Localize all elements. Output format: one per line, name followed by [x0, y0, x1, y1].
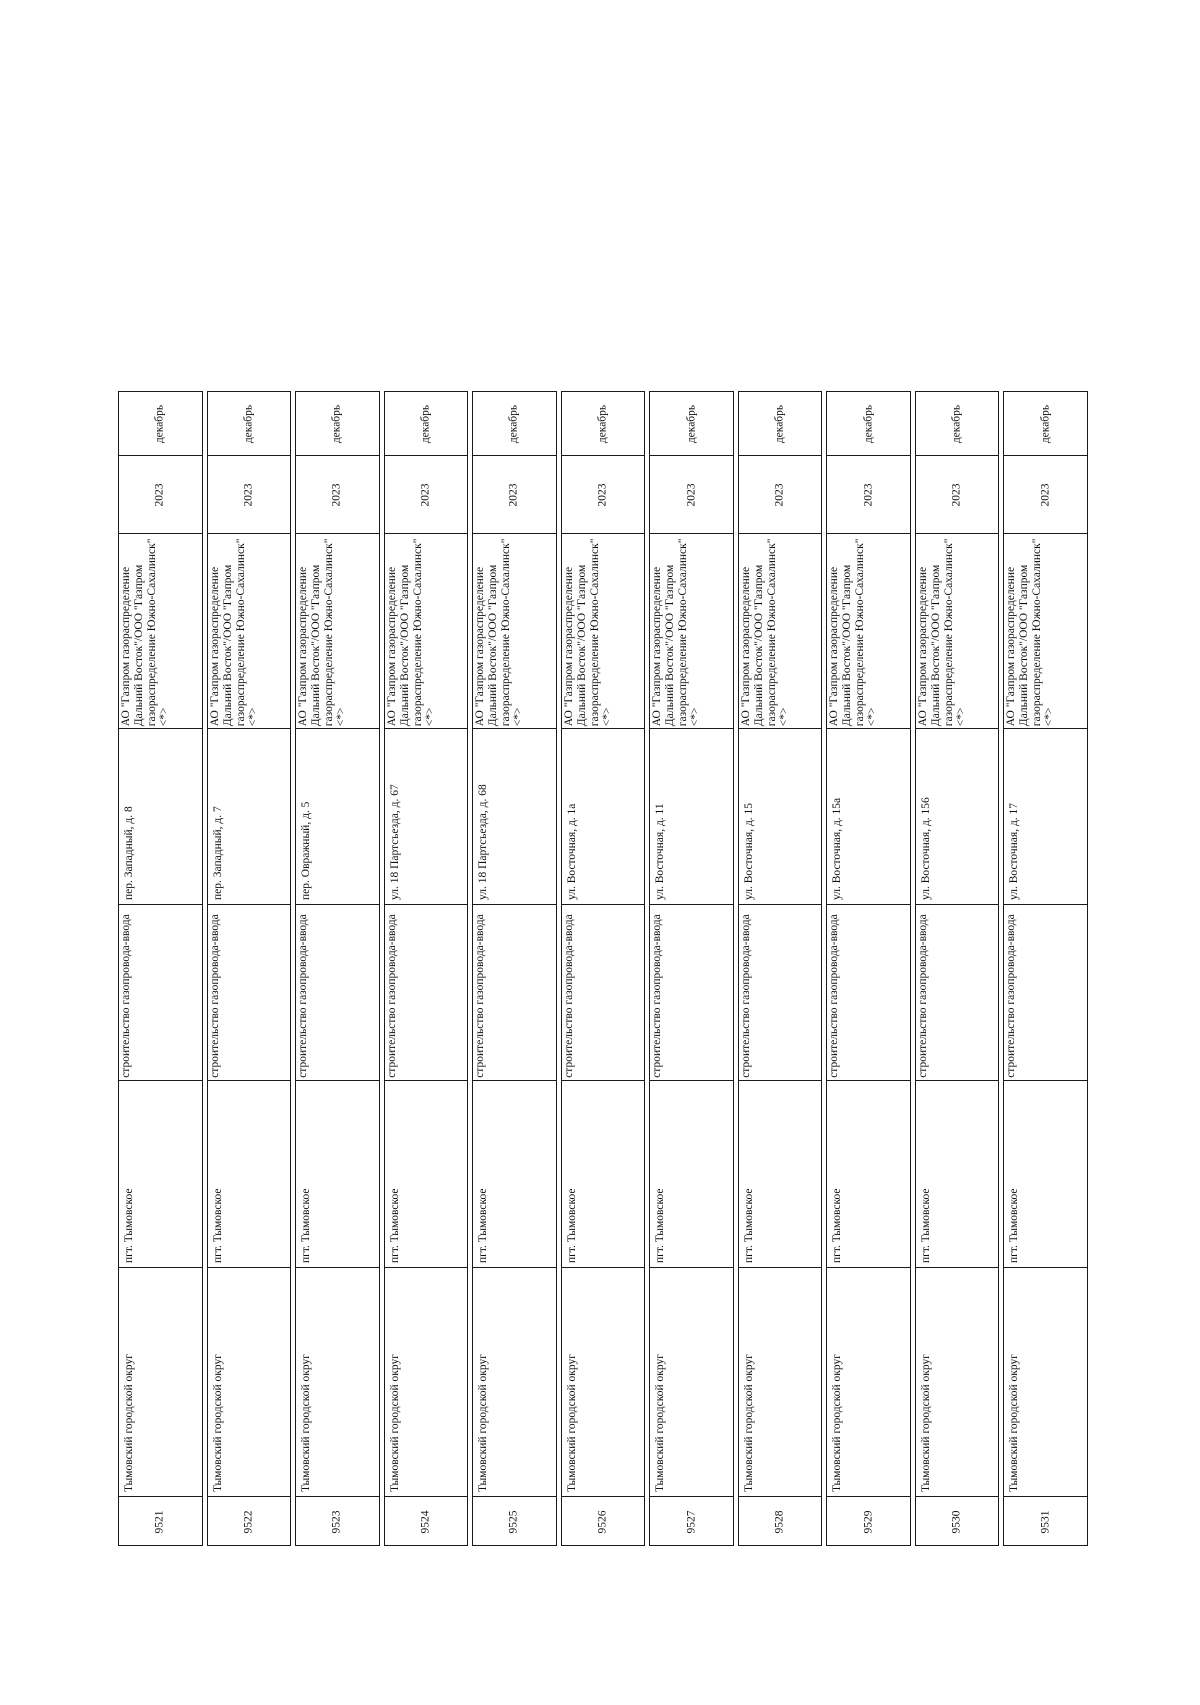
settlement-text: пгт. Тымовское	[831, 1188, 844, 1263]
district-text: Тымовский городской округ	[211, 1354, 224, 1492]
year-text: 2023	[685, 483, 698, 506]
year-cell	[296, 455, 379, 533]
address-text: ул. Восточная, д. 1а	[565, 803, 578, 900]
year-cell	[385, 455, 468, 533]
row-number-text: 9527	[685, 1510, 698, 1534]
district-text: Тымовский городской округ	[123, 1354, 135, 1492]
month-cell	[827, 392, 910, 455]
work-type-cell	[385, 904, 468, 1080]
district-cell	[473, 1267, 556, 1496]
row-number-cell	[119, 1496, 202, 1547]
row-number-cell	[1004, 1496, 1087, 1547]
address-text: пер. Западный, д. 8	[123, 806, 135, 900]
table-row	[295, 391, 380, 1546]
address-text: ул. Восточная, д. 15а	[831, 797, 844, 900]
work-type-text: строительство газопровода-ввода	[651, 914, 664, 1078]
row-number-text: 9521	[153, 1510, 166, 1534]
year-cell	[473, 455, 556, 533]
settlement-cell	[562, 1080, 645, 1267]
district-text: Тымовский городской округ	[742, 1354, 755, 1492]
year-text: 2023	[330, 483, 343, 506]
month-cell	[473, 392, 556, 455]
owner-text: АО "Газпром газораспределение Дальний Восток"/ООО "Газпром газораспределение Южно-Сахалинск" <*>	[208, 538, 259, 726]
owner-text: АО "Газпром газораспределение Дальний Восток"/ООО "Газпром газораспределение Южно-Сахалинск" <*>	[562, 538, 613, 726]
row-number-cell	[827, 1496, 910, 1547]
owner-cell	[562, 533, 645, 728]
year-text: 2023	[242, 483, 255, 506]
owner-text: АО "Газпром газораспределение Дальний Восток"/ООО "Газпром газораспределение Южно-Сахалинск" <*>	[916, 538, 968, 726]
district-text: Тымовский городской округ	[831, 1354, 844, 1492]
year-text: 2023	[950, 483, 963, 506]
work-type-cell	[562, 904, 645, 1080]
settlement-cell	[385, 1080, 468, 1267]
work-type-cell	[473, 904, 556, 1080]
year-text: 2023	[1039, 483, 1052, 506]
year-cell	[119, 455, 202, 533]
month-cell	[562, 392, 645, 455]
district-cell	[208, 1267, 291, 1496]
district-text: Тымовский городской округ	[654, 1354, 667, 1492]
owner-text: АО "Газпром газораспределение Дальний Восток"/ООО "Газпром газораспределение Южно-Сахалинск" <*>	[828, 538, 879, 726]
work-type-cell	[1004, 904, 1087, 1080]
table-row	[915, 391, 1000, 1546]
address-cell	[739, 728, 822, 904]
settlement-cell	[827, 1080, 910, 1267]
year-cell	[739, 455, 822, 533]
district-cell	[562, 1267, 645, 1496]
work-type-text: строительство газопровода-ввода	[297, 914, 310, 1078]
month-text: декабрь	[242, 404, 255, 443]
owner-cell	[119, 533, 202, 728]
settlement-cell	[208, 1080, 291, 1267]
owner-text: АО "Газпром газораспределение Дальний Восток"/ООО "Газпром газораспределение Южно-Сахалинск" <*>	[739, 538, 791, 726]
month-cell	[296, 392, 379, 455]
settlement-cell	[739, 1080, 822, 1267]
year-text: 2023	[507, 483, 520, 506]
row-number-text: 9531	[1039, 1510, 1052, 1534]
gas-connection-table	[118, 391, 1088, 1546]
address-text: ул. 18 Партсъезда, д. 67	[388, 784, 401, 900]
owner-cell	[916, 533, 999, 728]
address-cell	[296, 728, 379, 904]
row-number-cell	[208, 1496, 291, 1547]
table-row	[561, 391, 646, 1546]
month-cell	[385, 392, 468, 455]
owner-cell	[473, 533, 556, 728]
month-text: декабрь	[685, 404, 698, 443]
year-text: 2023	[596, 483, 609, 506]
district-cell	[296, 1267, 379, 1496]
row-number-cell	[916, 1496, 999, 1547]
row-number-text: 9525	[507, 1510, 520, 1534]
settlement-cell	[473, 1080, 556, 1267]
address-cell	[650, 728, 733, 904]
month-text: декабрь	[330, 404, 343, 443]
address-cell	[1004, 728, 1087, 904]
owner-text: АО "Газпром газораспределение Дальний Восток"/ООО "Газпром газораспределение Южно-Сахалинск" <*>	[1005, 538, 1056, 726]
settlement-cell	[119, 1080, 202, 1267]
address-text: ул. 18 Партсъезда, д. 68	[477, 784, 490, 900]
owner-cell	[650, 533, 733, 728]
settlement-text: пгт. Тымовское	[211, 1188, 224, 1263]
work-type-text: строительство газопровода-ввода	[740, 914, 753, 1078]
owner-cell	[1004, 533, 1087, 728]
settlement-text: пгт. Тымовское	[742, 1188, 755, 1263]
year-cell	[208, 455, 291, 533]
work-type-text: строительство газопровода-ввода	[474, 914, 487, 1078]
owner-cell	[208, 533, 291, 728]
settlement-cell	[916, 1080, 999, 1267]
owner-text: АО "Газпром газораспределение Дальний Восток"/ООО "Газпром газораспределение Южно-Сахалинск" <*>	[296, 538, 348, 726]
table-row	[384, 391, 469, 1546]
work-type-text: строительство газопровода-ввода	[120, 914, 133, 1078]
work-type-text: строительство газопровода-ввода	[208, 914, 221, 1078]
work-type-cell	[296, 904, 379, 1080]
address-text: ул. Восточная, д. 17	[1008, 802, 1021, 900]
settlement-cell	[650, 1080, 733, 1267]
address-text: ул. Восточная, д. 156	[919, 797, 932, 900]
district-text: Тымовский городской округ	[300, 1354, 313, 1492]
settlement-text: пгт. Тымовское	[477, 1188, 490, 1263]
settlement-text: пгт. Тымовское	[919, 1188, 932, 1263]
address-cell	[119, 728, 202, 904]
address-cell	[385, 728, 468, 904]
address-cell	[473, 728, 556, 904]
table-row	[472, 391, 557, 1546]
table-row	[649, 391, 734, 1546]
address-text: пер. Овражный, д. 5	[300, 801, 313, 900]
month-text: декабрь	[507, 404, 520, 443]
year-cell	[827, 455, 910, 533]
month-cell	[119, 392, 202, 455]
settlement-text: пгт. Тымовское	[1008, 1188, 1021, 1263]
year-text: 2023	[153, 483, 166, 506]
table-row	[118, 391, 203, 1546]
owner-text: АО "Газпром газораспределение Дальний Восток"/ООО "Газпром газораспределение Южно-Сахалинск" <*>	[385, 538, 436, 726]
row-number-text: 9526	[596, 1510, 609, 1534]
month-text: декабрь	[153, 404, 166, 443]
row-number-cell	[562, 1496, 645, 1547]
district-cell	[916, 1267, 999, 1496]
district-text: Тымовский городской округ	[1008, 1354, 1021, 1492]
table-row	[1003, 391, 1088, 1546]
year-cell	[1004, 455, 1087, 533]
owner-text: АО "Газпром газораспределение Дальний Восток"/ООО "Газпром газораспределение Южно-Сахалинск" <*>	[119, 538, 171, 726]
month-cell	[739, 392, 822, 455]
month-text: декабрь	[596, 404, 609, 443]
year-cell	[562, 455, 645, 533]
year-cell	[650, 455, 733, 533]
address-cell	[208, 728, 291, 904]
year-text: 2023	[862, 483, 875, 506]
month-cell	[208, 392, 291, 455]
address-text: пер. Западный, д. 7	[211, 806, 224, 900]
row-number-cell	[296, 1496, 379, 1547]
work-type-cell	[119, 904, 202, 1080]
owner-text: АО "Газпром газораспределение Дальний Восток"/ООО "Газпром газораспределение Южно-Сахалинск" <*>	[651, 538, 702, 726]
district-cell	[739, 1267, 822, 1496]
row-number-text: 9530	[950, 1510, 963, 1534]
month-cell	[1004, 392, 1087, 455]
district-cell	[385, 1267, 468, 1496]
district-cell	[827, 1267, 910, 1496]
address-cell	[562, 728, 645, 904]
work-type-cell	[208, 904, 291, 1080]
month-text: декабрь	[862, 404, 875, 443]
settlement-text: пгт. Тымовское	[654, 1188, 667, 1263]
owner-cell	[739, 533, 822, 728]
row-number-text: 9522	[242, 1510, 255, 1534]
address-cell	[827, 728, 910, 904]
work-type-cell	[827, 904, 910, 1080]
work-type-text: строительство газопровода-ввода	[385, 914, 398, 1078]
owner-text: АО "Газпром газораспределение Дальний Восток"/ООО "Газпром газораспределение Южно-Сахалинск" <*>	[474, 538, 525, 726]
table-row	[207, 391, 292, 1546]
row-number-text: 9524	[419, 1510, 432, 1534]
work-type-cell	[739, 904, 822, 1080]
work-type-text: строительство газопровода-ввода	[917, 914, 930, 1078]
year-cell	[916, 455, 999, 533]
district-text: Тымовский городской округ	[477, 1354, 490, 1492]
work-type-text: строительство газопровода-ввода	[1005, 914, 1018, 1078]
work-type-text: строительство газопровода-ввода	[828, 914, 841, 1078]
year-text: 2023	[773, 483, 786, 506]
month-text: декабрь	[419, 404, 432, 443]
address-text: ул. Восточная, д. 11	[654, 803, 667, 900]
work-type-cell	[650, 904, 733, 1080]
district-text: Тымовский городской округ	[919, 1354, 932, 1492]
year-text: 2023	[419, 483, 432, 506]
table-row	[738, 391, 823, 1546]
settlement-text: пгт. Тымовское	[388, 1188, 401, 1263]
address-text: ул. Восточная, д. 15	[742, 802, 755, 900]
month-text: декабрь	[950, 404, 963, 443]
district-cell	[119, 1267, 202, 1496]
month-cell	[916, 392, 999, 455]
owner-cell	[385, 533, 468, 728]
work-type-text: строительство газопровода-ввода	[562, 914, 575, 1078]
owner-cell	[827, 533, 910, 728]
row-number-text: 9529	[862, 1510, 875, 1534]
row-number-cell	[385, 1496, 468, 1547]
month-text: декабрь	[1039, 404, 1052, 443]
settlement-cell	[296, 1080, 379, 1267]
address-cell	[916, 728, 999, 904]
row-number-cell	[650, 1496, 733, 1547]
row-number-cell	[739, 1496, 822, 1547]
row-number-cell	[473, 1496, 556, 1547]
table-row	[826, 391, 911, 1546]
row-number-text: 9523	[330, 1510, 343, 1534]
district-cell	[1004, 1267, 1087, 1496]
work-type-cell	[916, 904, 999, 1080]
district-cell	[650, 1267, 733, 1496]
settlement-text: пгт. Тымовское	[300, 1188, 313, 1263]
month-text: декабрь	[773, 404, 786, 443]
owner-cell	[296, 533, 379, 728]
month-cell	[650, 392, 733, 455]
district-text: Тымовский городской округ	[565, 1354, 578, 1492]
district-text: Тымовский городской округ	[388, 1354, 401, 1492]
settlement-text: пгт. Тымовское	[123, 1188, 135, 1263]
settlement-cell	[1004, 1080, 1087, 1267]
row-number-text: 9528	[773, 1510, 786, 1534]
settlement-text: пгт. Тымовское	[565, 1188, 578, 1263]
